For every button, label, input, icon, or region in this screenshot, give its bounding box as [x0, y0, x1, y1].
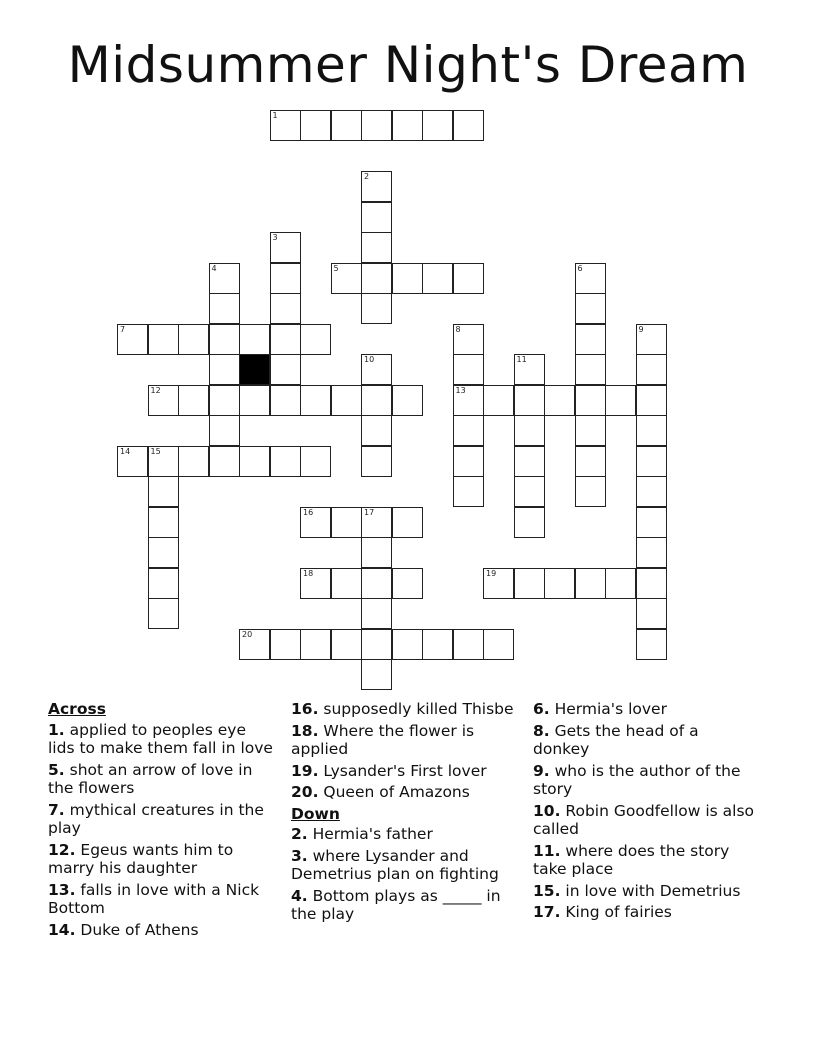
grid-cell[interactable]: [270, 263, 301, 294]
grid-cell[interactable]: [575, 324, 606, 355]
clue-number-label: 11.: [533, 841, 561, 860]
clue-number-label: 1.: [48, 720, 65, 739]
grid-cell[interactable]: [361, 446, 392, 477]
grid-cell[interactable]: [453, 446, 484, 477]
clue-item: [533, 802, 758, 839]
clue-number-label: 20.: [291, 783, 319, 801]
clue-number-label: 6.: [533, 700, 550, 718]
clue-item: [533, 722, 758, 759]
grid-cell[interactable]: [361, 110, 392, 141]
grid-cell[interactable]: [544, 568, 575, 599]
grid-cell[interactable]: [148, 598, 179, 629]
grid-cell[interactable]: [575, 293, 606, 324]
grid-cell[interactable]: [331, 507, 362, 538]
clue-item: [533, 700, 758, 719]
grid-cell[interactable]: [483, 629, 514, 660]
down-clue-list-continued: [533, 700, 758, 922]
clue-item: [533, 882, 758, 901]
grid-cell[interactable]: [148, 568, 179, 599]
grid-cell[interactable]: [453, 415, 484, 446]
grid-cell[interactable]: [575, 568, 606, 599]
clue-text: Duke of Athens: [75, 920, 199, 939]
grid-cell[interactable]: [575, 263, 606, 294]
grid-cell[interactable]: [270, 385, 301, 416]
clue-number-label: 16.: [291, 700, 319, 718]
clue-item: [533, 762, 758, 799]
grid-cell[interactable]: [636, 446, 667, 477]
clue-item: [291, 887, 516, 924]
clue-number-label: 17.: [533, 903, 561, 921]
grid-cell[interactable]: [300, 568, 331, 599]
across-heading: Across: [48, 700, 106, 718]
grid-cell[interactable]: [209, 415, 240, 446]
down-clue-list: [291, 825, 516, 924]
clue-number-label: 3.: [291, 846, 308, 865]
grid-cell[interactable]: [209, 385, 240, 416]
grid-cell[interactable]: [636, 385, 667, 416]
grid-cell[interactable]: [209, 263, 240, 294]
grid-cell[interactable]: [331, 629, 362, 660]
clue-column-1: [48, 700, 273, 942]
clue-number-label: 7.: [48, 800, 65, 819]
clue-text: Robin Goodfellow is also called: [533, 801, 755, 838]
clue-item: [291, 825, 516, 844]
clue-text: King of fairies: [560, 903, 672, 921]
clue-text: supposedly killed Thisbe: [318, 700, 514, 718]
grid-cell[interactable]: [178, 385, 209, 416]
grid-cell[interactable]: [453, 110, 484, 141]
grid-cell[interactable]: [148, 507, 179, 538]
clue-number: 18: [303, 568, 314, 578]
grid-cell[interactable]: [575, 476, 606, 507]
grid-cell[interactable]: [361, 232, 392, 263]
grid-cell[interactable]: [148, 324, 179, 355]
grid-cell[interactable]: [514, 507, 545, 538]
grid-cell[interactable]: [300, 385, 331, 416]
grid-cell[interactable]: [361, 598, 392, 629]
grid-cell[interactable]: [422, 263, 453, 294]
grid-cell[interactable]: [453, 324, 484, 355]
grid-cell[interactable]: [453, 263, 484, 294]
clue-number-label: 15.: [533, 881, 561, 900]
grid-cell[interactable]: [300, 110, 331, 141]
grid-cell[interactable]: [636, 354, 667, 385]
grid-cell[interactable]: [148, 537, 179, 568]
grid-cell[interactable]: [605, 385, 636, 416]
grid-cell[interactable]: [636, 507, 667, 538]
clue-number-label: 10.: [533, 801, 561, 820]
grid-cell[interactable]: [331, 263, 362, 294]
clue-number: 9: [638, 324, 644, 334]
clue-number: 11: [516, 355, 527, 364]
grid-cell[interactable]: [270, 446, 301, 477]
clue-text: mythical creatures in the play: [48, 800, 264, 837]
grid-cell[interactable]: [178, 324, 209, 355]
grid-cell[interactable]: [361, 659, 392, 690]
grid-cell[interactable]: [117, 446, 148, 477]
clue-number: 6: [577, 263, 583, 273]
grid-cell[interactable]: [514, 385, 545, 416]
clue-item: [533, 842, 758, 879]
grid-cell[interactable]: [514, 446, 545, 477]
clue-number: 1: [272, 111, 278, 120]
grid-cell[interactable]: [392, 385, 423, 416]
clue-number: 4: [211, 263, 217, 273]
clue-text: Queen of Amazons: [318, 783, 470, 801]
clue-item: [291, 783, 516, 802]
grid-cell[interactable]: [270, 629, 301, 660]
clue-text: who is the author of the story: [533, 761, 741, 798]
grid-cell[interactable]: [270, 232, 301, 263]
grid-cell[interactable]: [514, 568, 545, 599]
grid-cell[interactable]: [422, 629, 453, 660]
grid-cell[interactable]: [483, 568, 514, 599]
clue-number-label: 9.: [533, 761, 550, 780]
grid-cell[interactable]: [300, 446, 331, 477]
grid-cell[interactable]: [117, 324, 148, 355]
clue-text: applied to peoples eye lids to make them fall in love: [48, 720, 273, 757]
grid-cell[interactable]: [361, 415, 392, 446]
grid-cell[interactable]: [361, 568, 392, 599]
grid-cell[interactable]: [453, 354, 484, 385]
grid-cell[interactable]: [300, 324, 331, 355]
grid-cell[interactable]: [575, 446, 606, 477]
clue-number: 8: [455, 324, 461, 334]
clue-item: [48, 721, 273, 758]
clue-item: [291, 700, 516, 719]
grid-cell[interactable]: [239, 629, 270, 660]
grid-cell[interactable]: [636, 629, 667, 660]
grid-cell[interactable]: [331, 110, 362, 141]
grid-cell[interactable]: [361, 354, 392, 385]
clue-column-2: [291, 700, 516, 927]
grid-cell[interactable]: [331, 568, 362, 599]
clue-number-label: 18.: [291, 721, 319, 740]
clue-item: [291, 847, 516, 884]
clue-text: Gets the head of a donkey: [533, 721, 699, 758]
clue-text: Where the flower is applied: [291, 721, 475, 758]
grid-cell[interactable]: [361, 202, 392, 233]
grid-cell[interactable]: [605, 568, 636, 599]
grid-cell[interactable]: [392, 263, 423, 294]
clue-item: [48, 801, 273, 838]
clue-item: [48, 881, 273, 918]
clue-text: where Lysander and Demetrius plan on fighting: [291, 846, 499, 883]
grid-cell[interactable]: [453, 385, 484, 416]
grid-cell[interactable]: [148, 476, 179, 507]
grid-cell[interactable]: [514, 354, 545, 385]
grid-cell[interactable]: [392, 507, 423, 538]
grid-cell[interactable]: [636, 537, 667, 568]
grid-cell[interactable]: [300, 507, 331, 538]
clue-text: Bottom plays as _____ in the play: [291, 886, 501, 923]
clue-number: 7: [120, 324, 126, 334]
grid-cell[interactable]: [331, 385, 362, 416]
grid-cell[interactable]: [270, 293, 301, 324]
grid-cell[interactable]: [636, 568, 667, 599]
clue-number-label: 2.: [291, 825, 308, 843]
grid-cell[interactable]: [148, 446, 179, 477]
clue-number: 20: [242, 629, 253, 639]
grid-cell[interactable]: [636, 415, 667, 446]
clue-number: 10: [364, 355, 375, 364]
down-heading: Down: [291, 804, 340, 823]
grid-cell[interactable]: [392, 629, 423, 660]
across-clue-list-continued: [291, 700, 516, 802]
grid-cell[interactable]: [636, 324, 667, 355]
grid-cell[interactable]: [544, 385, 575, 416]
grid-cell[interactable]: [209, 293, 240, 324]
clue-number: 2: [364, 172, 370, 181]
grid-cell[interactable]: [453, 629, 484, 660]
clue-text: where does the story take place: [533, 841, 730, 878]
grid-cell[interactable]: [300, 629, 331, 660]
clue-number-label: 12.: [48, 840, 76, 859]
grid-cell[interactable]: [483, 385, 514, 416]
clue-item: [533, 903, 758, 922]
clue-column-3: [533, 700, 758, 925]
grid-cell[interactable]: [636, 476, 667, 507]
grid-cell[interactable]: [575, 354, 606, 385]
clue-number: 12: [150, 385, 161, 395]
clue-number: 15: [150, 446, 161, 456]
clue-number-label: 5.: [48, 760, 65, 779]
clue-text: Egeus wants him to marry his daughter: [48, 840, 234, 877]
clue-number: 16: [303, 507, 314, 517]
puzzle-title: Midsummer Night's Dream: [67, 36, 749, 94]
clue-text: in love with Demetrius: [560, 881, 741, 900]
grid-cell[interactable]: [636, 598, 667, 629]
clue-number: 13: [455, 385, 466, 395]
across-clue-list: [48, 721, 273, 940]
clue-item: [48, 841, 273, 878]
clue-number: 3: [272, 233, 278, 242]
grid-cell[interactable]: [514, 476, 545, 507]
grid-cell[interactable]: [209, 446, 240, 477]
grid-cell[interactable]: [239, 324, 270, 355]
grid-cell[interactable]: [209, 324, 240, 355]
clue-text: Hermia's father: [307, 825, 433, 843]
grid-cell[interactable]: [270, 110, 301, 141]
grid-cell[interactable]: [392, 568, 423, 599]
clue-number: 19: [486, 568, 497, 578]
black-cell: [239, 354, 270, 385]
clue-number-label: 8.: [533, 721, 550, 740]
grid-cell[interactable]: [575, 385, 606, 416]
clue-item: [48, 761, 273, 798]
clue-item: [48, 921, 273, 940]
clue-number-label: 14.: [48, 920, 76, 939]
grid-cell[interactable]: [361, 171, 392, 202]
grid-cell[interactable]: [270, 324, 301, 355]
clue-text: shot an arrow of love in the flowers: [48, 760, 253, 797]
grid-cell[interactable]: [239, 385, 270, 416]
grid-cell[interactable]: [209, 354, 240, 385]
clue-text: falls in love with a Nick Bottom: [48, 880, 260, 917]
clue-text: Lysander's First lover: [318, 761, 487, 780]
clue-number: 17: [364, 507, 375, 517]
grid-cell[interactable]: [239, 446, 270, 477]
clue-number-label: 4.: [291, 886, 308, 905]
clue-text: Hermia's lover: [549, 700, 667, 718]
grid-cell[interactable]: [422, 110, 453, 141]
grid-cell[interactable]: [361, 385, 392, 416]
grid-cell[interactable]: [361, 629, 392, 660]
grid-cell[interactable]: [361, 263, 392, 294]
grid-cell[interactable]: [514, 415, 545, 446]
grid-cell[interactable]: [392, 110, 423, 141]
clue-number: 5: [333, 263, 339, 273]
grid-cell[interactable]: [148, 385, 179, 416]
grid-cell[interactable]: [361, 293, 392, 324]
grid-cell[interactable]: [270, 354, 301, 385]
clue-item: [291, 762, 516, 781]
grid-cell[interactable]: [361, 537, 392, 568]
grid-cell[interactable]: [361, 507, 392, 538]
grid-cell[interactable]: [453, 476, 484, 507]
grid-cell[interactable]: [178, 446, 209, 477]
clue-item: [291, 722, 516, 759]
clue-number-label: 13.: [48, 880, 76, 899]
grid-cell[interactable]: [575, 415, 606, 446]
clue-number: 14: [120, 446, 131, 456]
clue-number-label: 19.: [291, 761, 319, 780]
